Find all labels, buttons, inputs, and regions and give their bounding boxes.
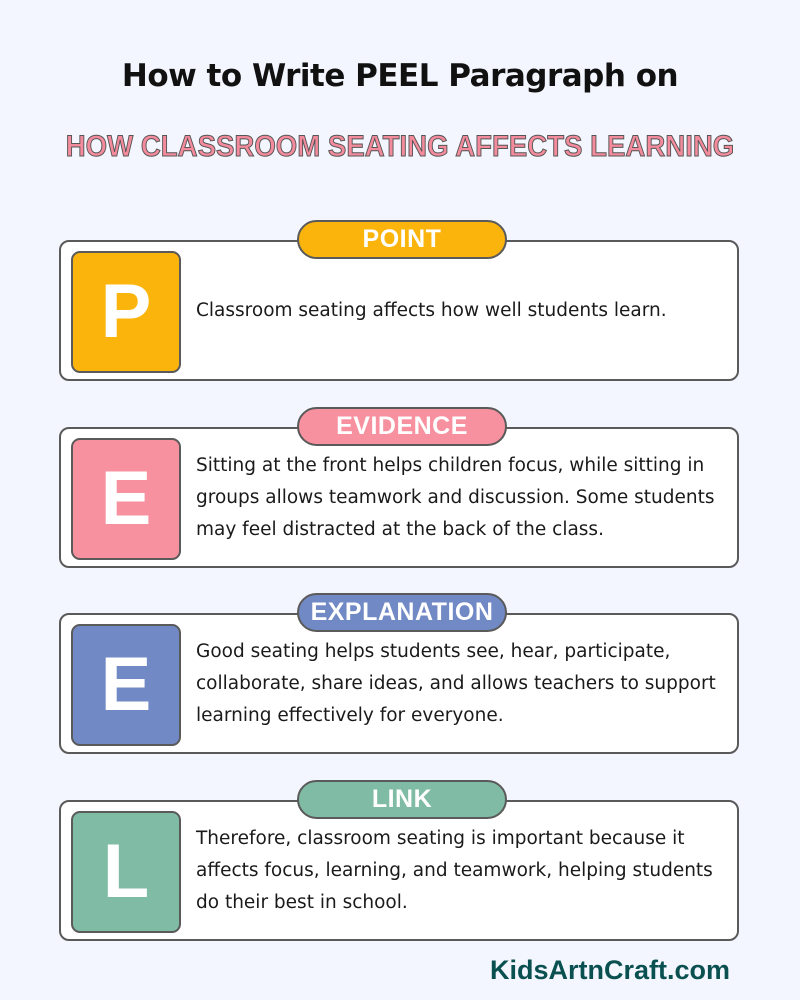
section-point	[59, 225, 739, 381]
section-text: Sitting at the front helps children focus, while sitting in groups allows teamwork and discussion. Some students may feel distracted at the back of the class.	[196, 454, 715, 540]
section-label: EXPLANATION	[297, 593, 507, 632]
section-label: LINK	[297, 780, 507, 819]
letter-badge: E	[71, 438, 181, 560]
letter-badge: L	[71, 811, 181, 933]
section-explanation	[59, 598, 739, 754]
letter-badge: P	[71, 251, 181, 373]
section-label: EVIDENCE	[297, 407, 507, 446]
section-text: Good seating helps students see, hear, participate, collaborate, share ideas, and allows teachers to support learning effectively for everyone.	[196, 640, 716, 726]
page-subtitle: HOW CLASSROOM SEATING AFFECTS LEARNING	[65, 130, 735, 163]
section-evidence	[59, 412, 739, 568]
section-label: POINT	[297, 220, 507, 259]
letter-badge: E	[71, 624, 181, 746]
section-link	[59, 785, 739, 941]
brand-footer: KidsArtnCraft.com	[490, 955, 731, 985]
section-text: Therefore, classroom seating is important because it affects focus, learning, and teamwork, helping students do their best in school.	[196, 827, 713, 913]
page-title: How to Write PEEL Paragraph on	[121, 58, 679, 94]
section-text: Classroom seating affects how well students learn.	[196, 299, 667, 321]
